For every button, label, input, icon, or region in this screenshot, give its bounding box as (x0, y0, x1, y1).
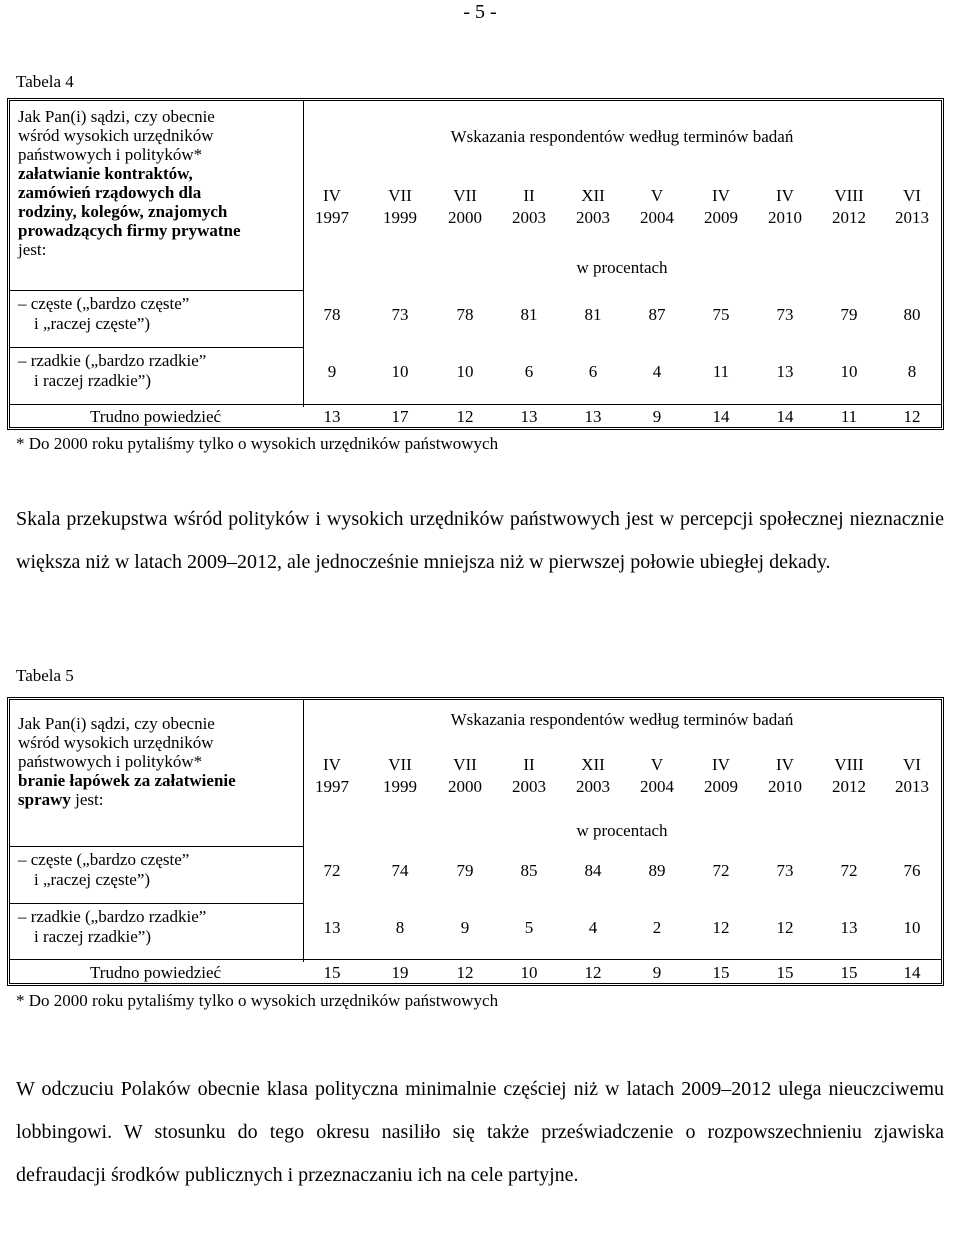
table-cell: 13 (840, 918, 858, 937)
column-month: IV (776, 755, 794, 774)
column-month: VI (903, 755, 921, 774)
table-cell: 11 (840, 407, 858, 426)
divider (10, 959, 941, 960)
column-header (430, 185, 500, 229)
table5-question: Jak Pan(i) sądzi, czy obecnie wśród wysokich urzędników państwowych i polityków* branie łapówek za załatwienie sprawy jest: (18, 714, 236, 809)
column-header (750, 754, 820, 798)
column-year: 1997 (315, 777, 349, 796)
table-cell: 72 (323, 861, 341, 880)
column-month: VI (903, 186, 921, 205)
column-year: 2013 (895, 208, 929, 227)
table-cell: 11 (712, 362, 730, 381)
column-year: 2009 (704, 208, 738, 227)
column-month: VII (388, 755, 412, 774)
table-cell: 76 (903, 861, 921, 880)
table-cell: 5 (524, 918, 534, 937)
table4-label: Tabela 4 (16, 72, 74, 91)
table-cell: 13 (520, 407, 538, 426)
column-year: 2000 (448, 208, 482, 227)
column-header (750, 185, 820, 229)
column-year: 2000 (448, 777, 482, 796)
table5-label: Tabela 5 (16, 666, 74, 685)
table-cell: 17 (391, 407, 409, 426)
column-header (877, 754, 947, 798)
table-cell: 80 (903, 305, 921, 324)
table-cell: 9 (652, 963, 662, 982)
table-cell: 6 (588, 362, 598, 381)
table-cell: 9 (460, 918, 470, 937)
table-cell: 12 (903, 407, 921, 426)
table-cell: 12 (456, 963, 474, 982)
table-cell: 6 (524, 362, 534, 381)
column-header (558, 754, 628, 798)
column-header (494, 185, 564, 229)
table-cell: 10 (840, 362, 858, 381)
table-cell: 72 (712, 861, 730, 880)
table-cell: 13 (776, 362, 794, 381)
table-cell: 8 (907, 362, 917, 381)
table-cell: 79 (840, 305, 858, 324)
column-header (622, 185, 692, 229)
table4-unit: w procentach (576, 258, 668, 277)
table5 (7, 697, 944, 986)
divider (10, 290, 303, 291)
column-month: V (650, 186, 664, 205)
table4-footnote: * Do 2000 roku pytaliśmy tylko o wysokich urzędników państwowych (16, 434, 499, 453)
table-cell: 15 (712, 963, 730, 982)
column-year: 1997 (315, 208, 349, 227)
column-year: 2004 (640, 777, 674, 796)
column-year: 2003 (576, 777, 610, 796)
column-header (686, 185, 756, 229)
divider (10, 404, 941, 405)
column-year: 2013 (895, 777, 929, 796)
table-cell: 9 (327, 362, 337, 381)
column-year: 2003 (512, 208, 546, 227)
table5-header: Wskazania respondentów według terminów badań (450, 710, 794, 729)
table-cell: 13 (584, 407, 602, 426)
table-cell: 15 (840, 963, 858, 982)
table-cell: 84 (584, 861, 602, 880)
table5-footnote: * Do 2000 roku pytaliśmy tylko o wysokich urzędników państwowych (16, 991, 499, 1010)
column-header (430, 754, 500, 798)
table-cell: 14 (776, 407, 794, 426)
table4-question: Jak Pan(i) sądzi, czy obecnie wśród wysokich urzędników państwowych i polityków* załatwianie kontraktów, zamówień rządowych dla rodziny, kolegów, znajomych prowadzących firmy prywatne jest: (18, 107, 241, 259)
table5-row-label: – częste („bardzo częste” i „raczej częste”) (18, 850, 190, 889)
table-cell: 74 (391, 861, 409, 880)
table-cell: 75 (712, 305, 730, 324)
table-cell: 14 (712, 407, 730, 426)
page-number: - 5 - (463, 1, 497, 23)
table-cell: 72 (840, 861, 858, 880)
table5-unit: w procentach (576, 821, 668, 840)
column-year: 2009 (704, 777, 738, 796)
column-month: V (650, 755, 664, 774)
table-cell: 12 (584, 963, 602, 982)
table-cell: 8 (395, 918, 405, 937)
column-month: VIII (834, 186, 864, 205)
table-cell: 12 (712, 918, 730, 937)
table-cell: 78 (456, 305, 474, 324)
table-cell: 12 (456, 407, 474, 426)
column-year: 2012 (832, 777, 866, 796)
table-cell: 10 (391, 362, 409, 381)
table-cell: 9 (652, 407, 662, 426)
paragraph-2: W odczuciu Polaków obecnie klasa polityczna minimalnie częściej niż w latach 2009–2012 ulega nieuczciwemu lobbingowi. W stosunku do tego okresu nasiliło się także przeświadczenie o rozpowszechnieniu zjawiska defraudacji środków publicznych i przeznaczaniu ich na cele partyjne. (16, 1078, 944, 1186)
column-header (558, 185, 628, 229)
column-header (365, 754, 435, 798)
divider (10, 846, 303, 847)
column-month: IV (776, 186, 794, 205)
table4-header: Wskazania respondentów według terminów badań (450, 127, 794, 146)
table-cell: 15 (323, 963, 341, 982)
table4-row-label: – częste („bardzo częste” i „raczej częste”) (18, 294, 190, 333)
table-cell: 19 (391, 963, 409, 982)
column-year: 2003 (576, 208, 610, 227)
column-header (814, 754, 884, 798)
column-month: VII (388, 186, 412, 205)
table-cell: 81 (584, 305, 602, 324)
table5-row-label: Trudno powiedzieć (90, 963, 222, 982)
divider (10, 903, 303, 904)
column-month: IV (323, 186, 341, 205)
column-month: XII (581, 186, 605, 205)
table-cell: 73 (776, 861, 794, 880)
column-month: IV (712, 755, 730, 774)
table-cell: 81 (520, 305, 538, 324)
column-month: II (523, 186, 535, 205)
table-cell: 10 (903, 918, 921, 937)
column-month: VII (453, 186, 477, 205)
column-year: 2010 (768, 777, 802, 796)
column-month: XII (581, 755, 605, 774)
table-cell: 14 (903, 963, 921, 982)
column-year: 2010 (768, 208, 802, 227)
column-year: 1999 (383, 777, 417, 796)
table-cell: 85 (520, 861, 538, 880)
column-year: 2012 (832, 208, 866, 227)
table-cell: 73 (776, 305, 794, 324)
table-cell: 78 (323, 305, 341, 324)
table-cell: 2 (652, 918, 662, 937)
table-cell: 73 (391, 305, 409, 324)
column-header (297, 754, 367, 798)
table4-row-label: Trudno powiedzieć (90, 407, 222, 426)
divider (10, 347, 303, 348)
column-month: IV (323, 755, 341, 774)
table5-row-label: – rzadkie („bardzo rzadkie” i raczej rzadkie”) (18, 907, 207, 946)
column-header (622, 754, 692, 798)
column-header (686, 754, 756, 798)
column-month: II (523, 755, 535, 774)
table-cell: 79 (456, 861, 474, 880)
column-header (365, 185, 435, 229)
table-cell: 13 (323, 918, 341, 937)
table-cell: 15 (776, 963, 794, 982)
table4 (7, 98, 944, 430)
table-cell: 10 (520, 963, 538, 982)
table-cell: 13 (323, 407, 341, 426)
table-cell: 89 (648, 861, 666, 880)
table-cell: 87 (648, 305, 666, 324)
table4-row-label: – rzadkie („bardzo rzadkie” i raczej rzadkie”) (18, 351, 207, 390)
column-header (297, 185, 367, 229)
column-year: 2004 (640, 208, 674, 227)
column-month: IV (712, 186, 730, 205)
table-cell: 10 (456, 362, 474, 381)
column-year: 1999 (383, 208, 417, 227)
paragraph-1: Skala przekupstwa wśród polityków i wysokich urzędników państwowych jest w percepcji społecznej nieznacznie większa niż w latach 2009–2012, ale jednocześnie mniejsza niż w pierwszej połowie ubiegłej dekady. (16, 508, 944, 573)
table-cell: 4 (588, 918, 598, 937)
column-month: VII (453, 755, 477, 774)
table-cell: 4 (652, 362, 662, 381)
column-year: 2003 (512, 777, 546, 796)
column-header (494, 754, 564, 798)
column-month: VIII (834, 755, 864, 774)
column-header (814, 185, 884, 229)
table-cell: 12 (776, 918, 794, 937)
column-header (877, 185, 947, 229)
